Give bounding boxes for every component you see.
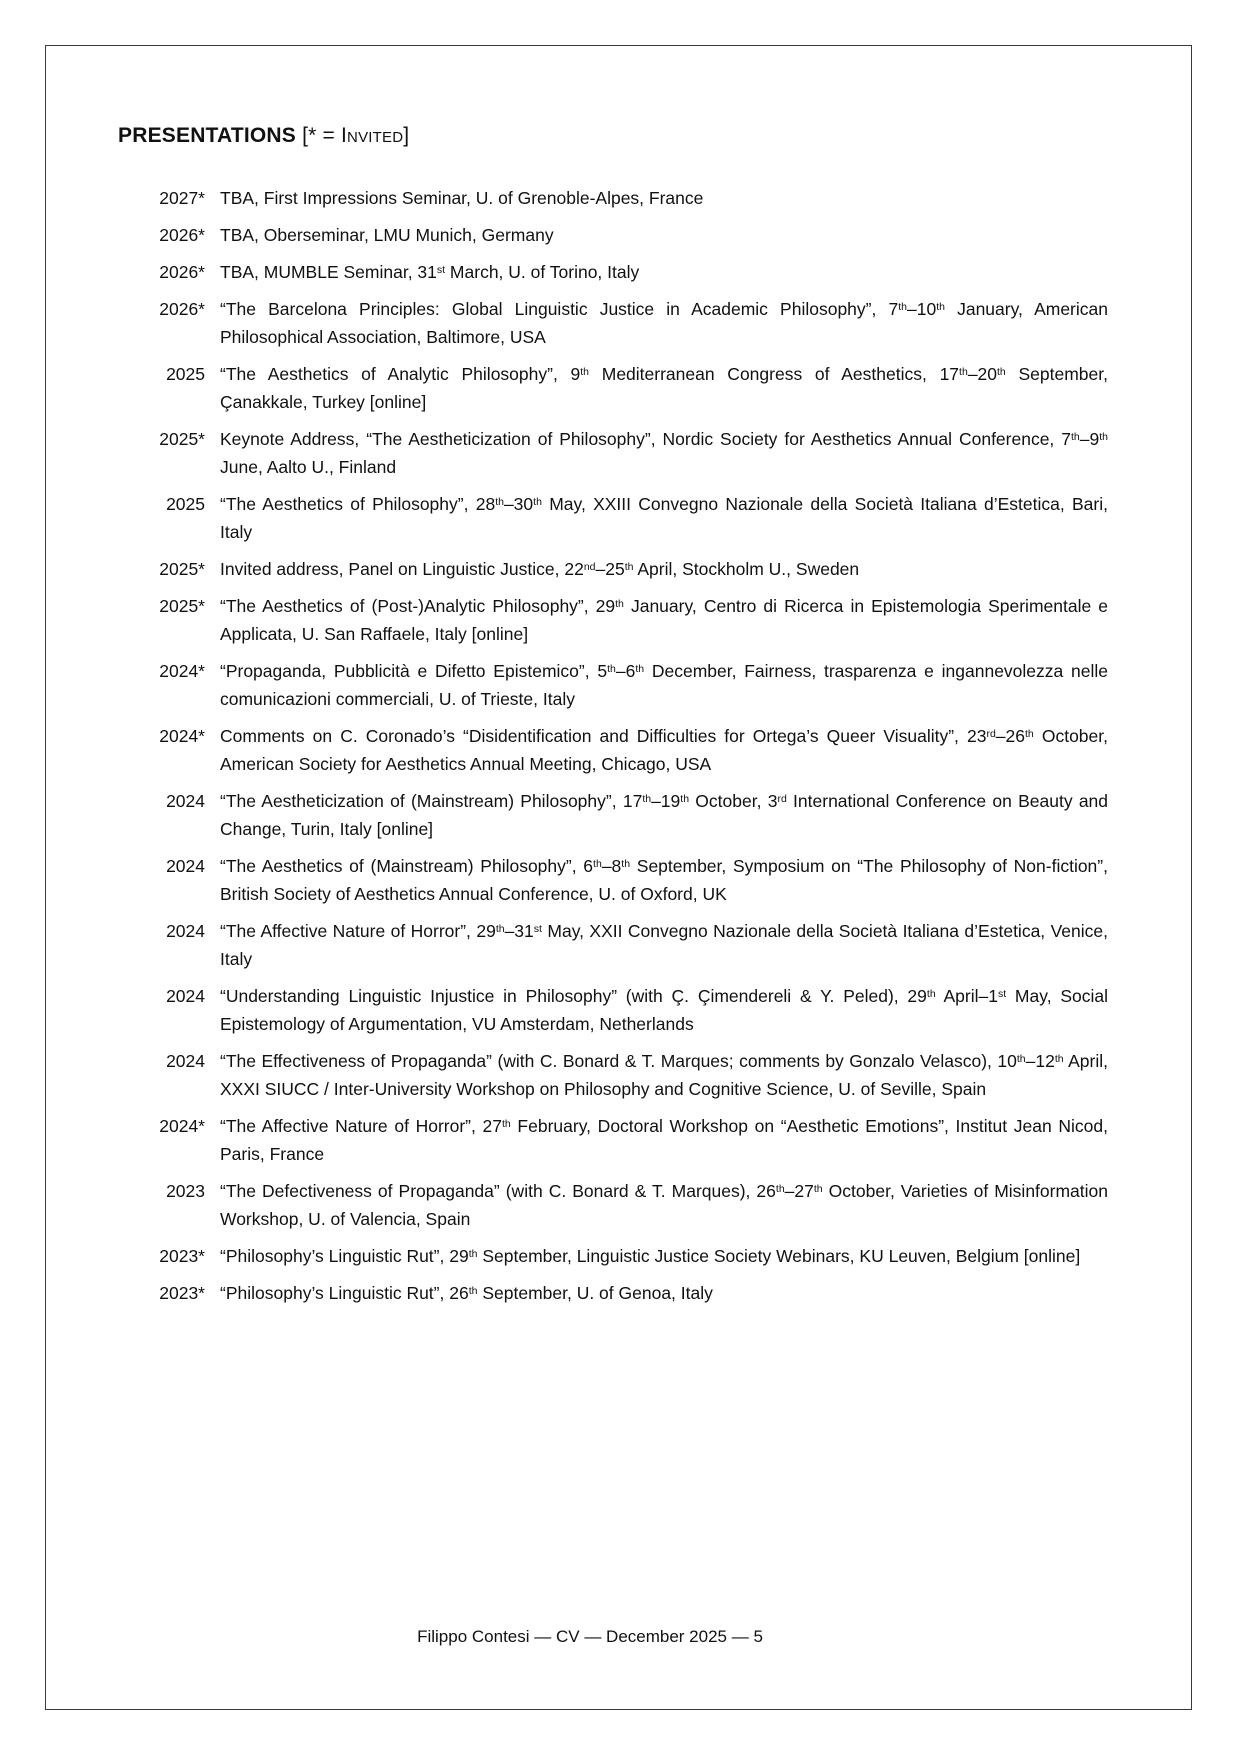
entry-year: 2026* — [159, 225, 205, 245]
ordinal-superscript: th — [468, 1284, 478, 1297]
entry-text: “The Defectiveness of Propaganda” (with C. Bonard & T. Marques), 26th–27th October, Varieties of Misinformation Workshop, U. of Valencia, Spain — [220, 1181, 1109, 1229]
entry-year: 2024 — [166, 791, 205, 811]
entry-year: 2024* — [159, 726, 205, 746]
ordinal-superscript: st — [533, 922, 542, 935]
ordinal-superscript: th — [533, 495, 542, 508]
entry-year: 2024 — [166, 856, 205, 876]
ordinal-superscript: th — [926, 987, 936, 1000]
presentation-entry — [100, 1112, 1108, 1168]
presentation-entry — [100, 490, 1108, 546]
entry-year: 2023* — [159, 1283, 205, 1303]
ordinal-superscript: th — [1054, 1052, 1064, 1065]
ordinal-superscript: th — [642, 792, 652, 805]
ordinal-superscript: th — [495, 922, 505, 935]
entry-text: “Propaganda, Pubblicità e Difetto Epistemico”, 5th–6th December, Fairness, trasparenza e ingannevolezza nelle comunicazioni commerciali, U. of Trieste, Italy — [220, 661, 1108, 709]
entry-text: Comments on C. Coronado’s “Disidentification and Difficulties for Ortega’s Queer Visuality”, 23rd–26th October, American Society for Aesthetics Annual Meeting, Chicago, USA — [220, 726, 1108, 774]
entry-year: 2026* — [159, 299, 205, 319]
section-title — [118, 124, 409, 148]
ordinal-superscript: th — [680, 792, 690, 805]
entry-year: 2024 — [166, 1051, 205, 1071]
ordinal-superscript: th — [1099, 430, 1108, 443]
ordinal-superscript: th — [593, 857, 602, 870]
entry-year: 2027* — [159, 188, 205, 208]
section-title-note-open: [* = — [302, 124, 342, 147]
presentation-entry — [100, 1279, 1108, 1307]
ordinal-superscript: th — [1025, 727, 1034, 740]
ordinal-superscript: rd — [777, 792, 787, 805]
presentation-entry — [100, 787, 1108, 843]
presentation-entry — [100, 657, 1108, 713]
entry-text: “Understanding Linguistic Injustice in Philosophy” (with Ç. Çimendereli & Y. Peled), 29th April–1st May, Social Epistemology of Argumentation, VU Amsterdam, Netherlands — [220, 986, 1109, 1034]
entry-text: “The Affective Nature of Horror”, 29th–31st May, XXII Convegno Nazionale della Società Italiana d’Estetica, Venice, Italy — [220, 921, 1108, 969]
presentation-entry — [100, 258, 1108, 286]
ordinal-superscript: th — [775, 1182, 785, 1195]
entry-text: “The Effectiveness of Propaganda” (with C. Bonard & T. Marques; comments by Gonzalo Velasco), 10th–12th April, XXXI SIUCC / Inter-University Workshop on Philosophy and Cognitive Science, U. of Seville, Spain — [220, 1051, 1108, 1099]
presentation-entry — [100, 1047, 1108, 1103]
presentation-entry — [100, 555, 1108, 583]
entry-text: “The Barcelona Principles: Global Linguistic Justice in Academic Philosophy”, 7th–10th January, American Philosophical Association, Baltimore, USA — [220, 299, 1108, 347]
entry-text: Invited address, Panel on Linguistic Justice, 22nd–25th April, Stockholm U., Sweden — [220, 559, 860, 579]
ordinal-superscript: th — [615, 597, 624, 610]
section-title-note-close: ] — [403, 124, 410, 147]
entry-year: 2025* — [159, 596, 205, 616]
entry-text: “The Aestheticization of (Mainstream) Philosophy”, 17th–19th October, 3rd International Conference on Beauty and Change, Turin, Italy [online] — [220, 791, 1109, 839]
entry-text: “The Aesthetics of Analytic Philosophy”, 9th Mediterranean Congress of Aesthetics, 17th–20th September, Çanakkale, Turkey [online] — [220, 364, 1108, 412]
ordinal-superscript: th — [1016, 1052, 1026, 1065]
ordinal-superscript: st — [997, 987, 1007, 1000]
page-footer: Filippo Contesi — CV — December 2025 — 5 — [417, 1627, 763, 1646]
entry-text: “The Aesthetics of Philosophy”, 28th–30th May, XXIII Convegno Nazionale della Società Italiana d’Estetica, Bari, Italy — [220, 494, 1108, 542]
ordinal-superscript: th — [959, 365, 968, 378]
entry-year: 2025 — [166, 494, 205, 514]
ordinal-superscript: rd — [986, 727, 996, 740]
entry-text: TBA, Oberseminar, LMU Munich, Germany — [220, 225, 554, 245]
presentation-entry — [100, 917, 1108, 973]
ordinal-superscript: th — [495, 495, 504, 508]
entry-year: 2025* — [159, 559, 205, 579]
presentation-entry — [100, 592, 1108, 648]
entry-year: 2023 — [166, 1181, 205, 1201]
presentation-entry — [100, 1242, 1108, 1270]
entry-year: 2025 — [166, 364, 205, 384]
entry-year: 2024* — [159, 1116, 205, 1136]
ordinal-superscript: th — [468, 1247, 478, 1260]
ordinal-superscript: th — [502, 1117, 511, 1130]
presentation-entry — [100, 360, 1108, 416]
ordinal-superscript: th — [580, 365, 590, 378]
presentation-entry — [100, 425, 1108, 481]
ordinal-superscript: th — [621, 857, 631, 870]
entry-year: 2023* — [159, 1246, 205, 1266]
ordinal-superscript: th — [635, 662, 645, 675]
presentation-entry — [100, 852, 1108, 908]
entry-text: “The Aesthetics of (Post-)Analytic Philosophy”, 29th January, Centro di Ricerca in Epistemologia Sperimentale e Applicata, U. San Raffaele, Italy [online] — [220, 596, 1108, 644]
ordinal-superscript: th — [936, 300, 945, 313]
entry-text: “Philosophy’s Linguistic Rut”, 26th September, U. of Genoa, Italy — [220, 1283, 713, 1303]
presentation-entry — [100, 982, 1108, 1038]
presentations-list — [100, 184, 1108, 1316]
entry-year: 2024 — [166, 921, 205, 941]
ordinal-superscript: th — [813, 1182, 823, 1195]
entry-text: TBA, First Impressions Seminar, U. of Grenoble-Alpes, France — [220, 188, 704, 208]
presentation-entry — [100, 295, 1108, 351]
entry-text: “The Aesthetics of (Mainstream) Philosophy”, 6th–8th September, Symposium on “The Philosophy of Non-fiction”, British Society of Aesthetics Annual Conference, U. of Oxford, UK — [220, 856, 1108, 904]
ordinal-superscript: nd — [583, 560, 596, 573]
entry-year: 2026* — [159, 262, 205, 282]
ordinal-superscript: th — [607, 662, 616, 675]
entry-year: 2024 — [166, 986, 205, 1006]
entry-text: “The Affective Nature of Horror”, 27th February, Doctoral Workshop on “Aesthetic Emotions”, Institut Jean Nicod, Paris, France — [220, 1116, 1108, 1164]
ordinal-superscript: th — [624, 560, 634, 573]
presentation-entry — [100, 1177, 1108, 1233]
section-title-note-word: Invited — [341, 124, 404, 147]
entry-text: “Philosophy’s Linguistic Rut”, 29th September, Linguistic Justice Society Webinars, KU Leuven, Belgium [online] — [220, 1246, 1081, 1266]
presentation-entry — [100, 221, 1108, 249]
presentation-entry — [100, 722, 1108, 778]
ordinal-superscript: st — [436, 263, 446, 276]
ordinal-superscript: th — [997, 365, 1006, 378]
presentation-entry — [100, 184, 1108, 212]
entry-text: TBA, MUMBLE Seminar, 31st March, U. of Torino, Italy — [220, 262, 640, 282]
ordinal-superscript: th — [1071, 430, 1080, 443]
entry-year: 2025* — [159, 429, 205, 449]
entry-text: Keynote Address, “The Aestheticization of Philosophy”, Nordic Society for Aesthetics Annual Conference, 7th–9th June, Aalto U., Finland — [220, 429, 1108, 477]
ordinal-superscript: th — [898, 300, 907, 313]
section-title-text: PRESENTATIONS — [118, 124, 297, 147]
entry-year: 2024* — [159, 661, 205, 681]
